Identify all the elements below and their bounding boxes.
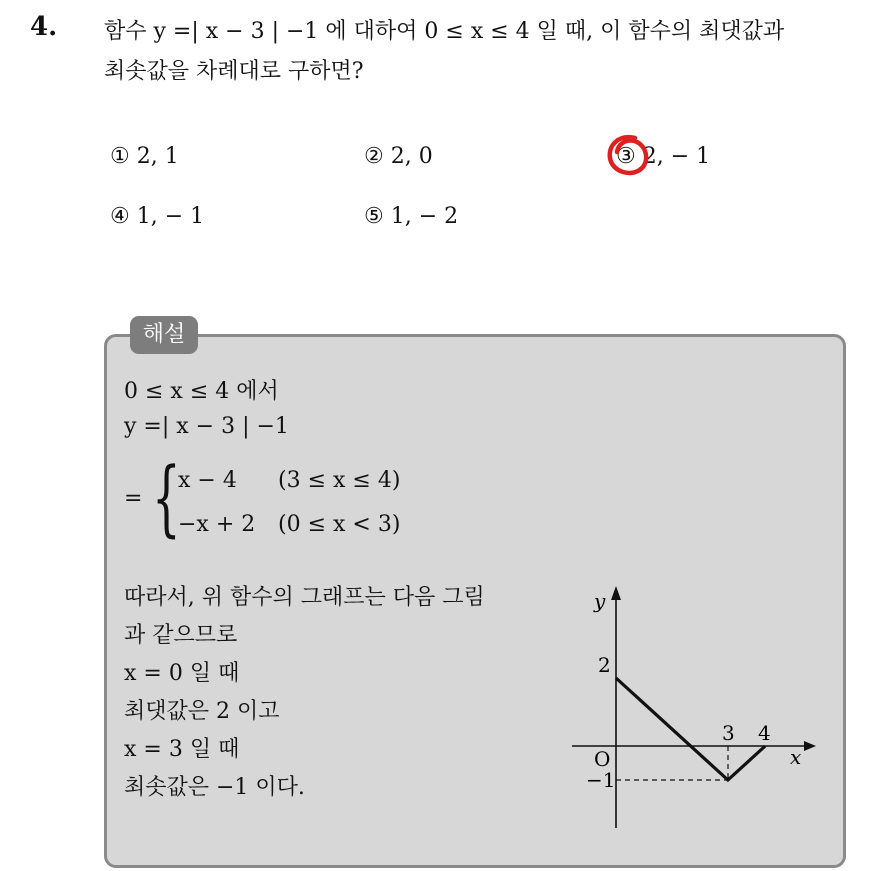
x-tick-label-4: 4 bbox=[758, 721, 771, 745]
solution-line-function: y =| x − 3 | −1 bbox=[124, 414, 289, 439]
explanation-line-1: 따라서, 위 함수의 그래프는 다음 그림 bbox=[124, 585, 485, 610]
cases-equals: = bbox=[124, 486, 143, 511]
answer-circle-mark bbox=[604, 132, 650, 180]
explanation-line-4: 최댓값은 2 이고 bbox=[124, 699, 280, 724]
choice-4[interactable]: ④ 1, − 1 bbox=[110, 204, 205, 229]
question-text-line1: 함수 y =| x − 3 | −1 에 대하여 0 ≤ x ≤ 4 일 때, 이 함수의 최댓값과 bbox=[104, 19, 785, 44]
question-text-line2: 최솟값을 차례대로 구하면? bbox=[104, 59, 364, 84]
case-2-condition: (0 ≤ x < 3) bbox=[278, 512, 401, 537]
y-neg-tick-label: −1 bbox=[586, 768, 616, 792]
solution-line-domain: 0 ≤ x ≤ 4 에서 bbox=[124, 379, 279, 404]
function-graph bbox=[560, 580, 830, 835]
y-axis-label: y bbox=[594, 589, 606, 613]
x-axis-label: x bbox=[790, 745, 802, 769]
question-number: 4. bbox=[30, 12, 58, 42]
x-tick-label-3: 3 bbox=[722, 721, 735, 745]
choice-5[interactable]: ⑤ 1, − 2 bbox=[364, 204, 459, 229]
explanation-line-6: 최솟값은 −1 이다. bbox=[124, 775, 305, 800]
explanation-line-5: x = 3 일 때 bbox=[124, 737, 240, 762]
case-2-expr: −x + 2 bbox=[178, 512, 256, 537]
origin-label: O bbox=[594, 747, 611, 771]
y-axis-arrow bbox=[611, 586, 621, 600]
choice-3[interactable]: ③ 2, − 1 bbox=[616, 144, 711, 169]
cases-brace: { bbox=[152, 451, 181, 546]
choice-2[interactable]: ② 2, 0 bbox=[364, 144, 433, 169]
explanation-line-3: x = 0 일 때 bbox=[124, 661, 240, 686]
case-1-expr: x − 4 bbox=[178, 468, 237, 493]
x-axis-arrow bbox=[804, 741, 816, 751]
explanation-line-2: 과 같으므로 bbox=[124, 623, 238, 648]
y-tick-label: 2 bbox=[598, 653, 611, 677]
case-1-condition: (3 ≤ x ≤ 4) bbox=[278, 468, 401, 493]
choice-1[interactable]: ① 2, 1 bbox=[110, 144, 179, 169]
function-line bbox=[616, 678, 765, 780]
solution-tag: 해설 bbox=[130, 316, 198, 354]
